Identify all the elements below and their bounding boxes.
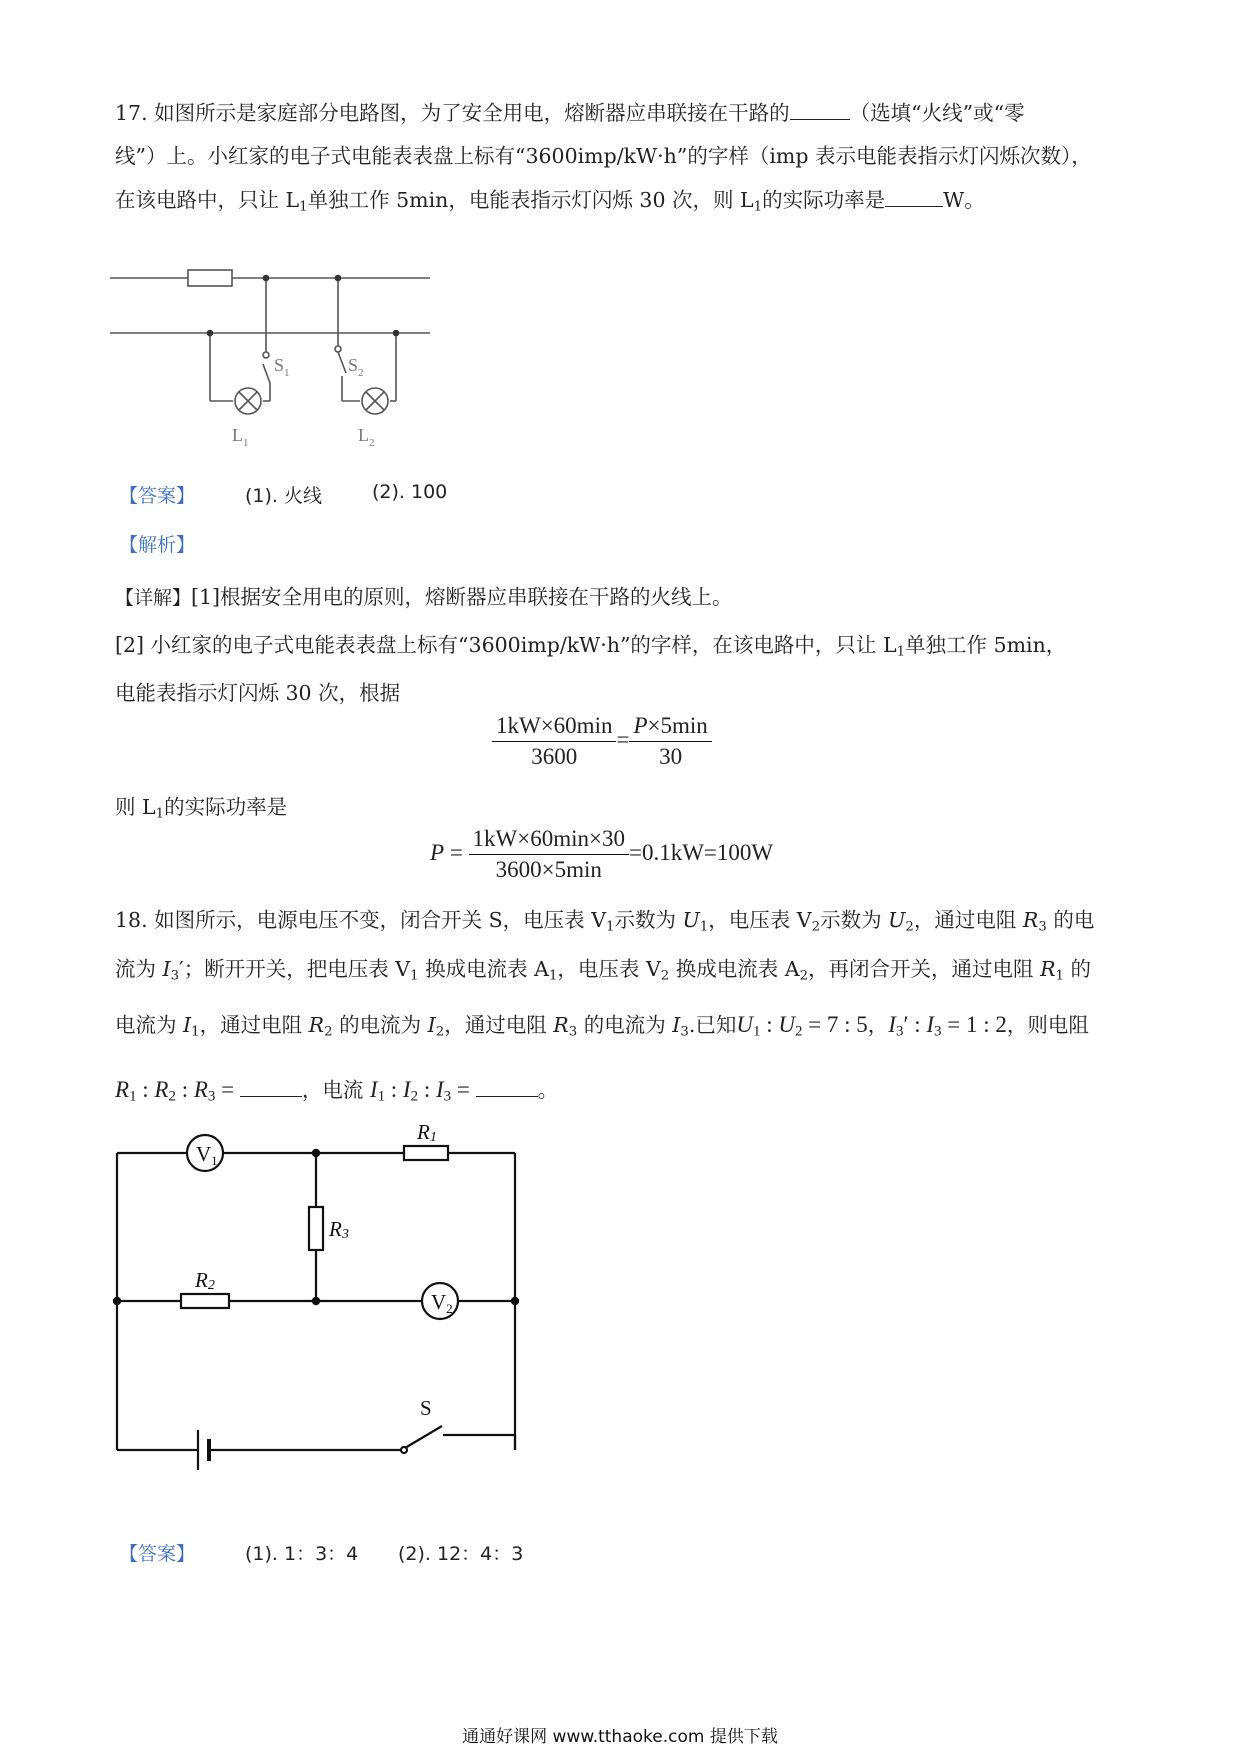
fig18-label-s: S [420,1396,432,1420]
equation-1: $\frac{1kW\times 60\min}{3600}$ = $\frac{P\times 5\min}{30}$ [492,713,712,770]
q18-line-3: 电流为 $I_1$，通过电阻 $R_2$ 的电流为 $I_2$，通过电阻 $R_3$ 的电流为 $I_3$.已知$U_1$ : $U_2 = 7$ : 5，$I_3'$ : $I_3 = 1$ : 2，则电阻 [115,1012,1089,1040]
q17-detail-2: [2] 小红家的电子式电能表表盘上标有“3600imp/kW·h”的字样，在该电路中，只让 $L_1$单独工作 5min， [115,633,1067,660]
q17-line-1: 17. 如图所示是家庭部分电路图，为了安全用电，熔断器应串联接在干路的 （选填“火线”或“零 [115,101,1025,125]
fig17-label-s1: $S_1$ [274,355,290,379]
q18-line-2: 流为 $I_3'$；断开开关，把电压表 $V_1$ 换成电流表 $A_1$，电压表 $V_2$ 换成电流表 $A_2$，再闭合开关，通过电阻 $R_1$ 的 [115,957,1092,984]
fig18-label-v1: V1 [196,1142,218,1168]
q17-detail-1: 【详解】[1]根据安全用电的原则，熔断器应串联接在干路的火线上。 [115,585,733,609]
fig18-label-r3: R3 [329,1217,349,1242]
fig18-label-v2: V2 [431,1290,453,1316]
fig17-label-s2: $S_2$ [348,355,364,379]
q17-detail-4: 则 $L_1$的实际功率是 [115,795,288,822]
q17-detail-3: 电能表指示灯闪烁 30 次，根据 [115,681,401,705]
q17-blank-1 [790,101,850,120]
q17-line-3: 在该电路中，只让 $L_1$单独工作 5min，电能表指示灯闪烁 30 次，则 $L_1$的实际功率是 W。 [115,188,985,215]
equation-2: P = $\frac{1kW\times 60\min\times 30}{3600\times 5\min}$ =0.1kW=100W [430,826,774,882]
q17-line-2: 线”）上。小红家的电子式电能表表盘上标有“3600imp/kW·h”的字样（imp 表示电能表指示灯闪烁次数）， [115,144,1092,168]
q18-blank-2 [476,1078,538,1097]
fig17-label-l2: $L_2$ [358,425,375,449]
q18-answer: 【答案】 (1). 1：3：4 (2). 12：4：3 [119,1543,524,1565]
page-footer: 通通好课网 www.tthaoke.com 提供下载 [462,1727,778,1747]
fig18-label-r2: R2 [195,1268,215,1293]
q18-line-1: 18. 如图所示，电源电压不变，闭合开关 S，电压表 $V_1$示数为 $U_1$，电压表 $V_2$示数为 $U_2$，通过电阻 $R_3$ 的电 [115,908,1095,935]
resistor-circuit-diagram [105,1125,535,1485]
fig18-label-r1: R1 [417,1125,437,1145]
q17-blank-2 [885,188,943,207]
q17-analysis-tag: 【解析】 [119,534,196,556]
q17-answer: 【答案】 (1). 火线 (2). 100 [119,481,448,507]
q18-blank-1 [240,1078,302,1097]
household-circuit-diagram [110,258,440,458]
fig17-label-l1: $L_1$ [232,425,249,449]
q18-line-4: $R_1$ : $R_2$ : $R_3$ = ，电流 $I_1$ : $I_2$ : $I_3$ = 。 [115,1077,559,1105]
